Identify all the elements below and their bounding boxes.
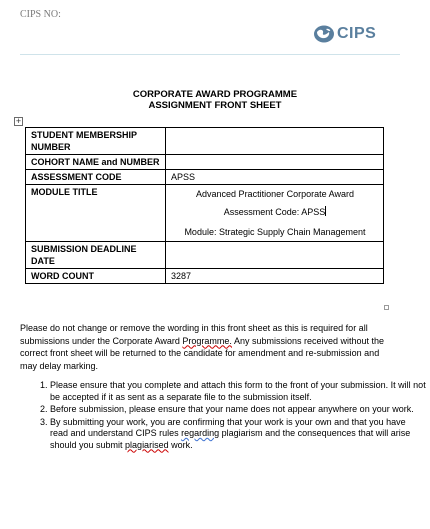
cips-globe-icon [313, 24, 335, 44]
table-row [26, 242, 384, 269]
list-item [50, 417, 426, 452]
module-title-value[interactable] [166, 185, 384, 242]
table-row [26, 170, 384, 185]
logo-wordmark: CIPS [337, 25, 377, 42]
rule3-flag-regarding: regarding [181, 428, 220, 438]
rule3-text-end: work. [168, 439, 193, 450]
membership-number-label: STUDENT MEMBERSHIP NUMBER [26, 128, 166, 155]
module-name-line: Module: Strategic Supply Chain Management [184, 227, 366, 237]
table-resize-handle[interactable] [384, 305, 389, 310]
submission-deadline-value[interactable] [166, 242, 384, 269]
table-row [26, 269, 384, 284]
rule3-flag-plagiarised: plagiarised [125, 439, 169, 450]
module-award-line: Advanced Practitioner Corporate Award [196, 189, 354, 199]
assessment-code-value[interactable]: APSS [166, 170, 384, 185]
table-move-handle-icon[interactable]: + [15, 116, 22, 126]
module-code-line [171, 206, 379, 218]
module-code-text: Assessment Code: APSS [223, 207, 326, 217]
front-sheet-table [25, 127, 384, 284]
notice-flagged-word: Programme. [182, 335, 232, 346]
rule3-text-start: By submitting your work, you are confirming that your work is your own and that you have read and understand CIPS rules [50, 416, 406, 438]
list-item: 2. Before submission, please ensure that your name does not appear anywhere on your work. [50, 404, 426, 416]
rule3-text-mid: plagiarism and the consequences that will arise should you submit [50, 428, 411, 450]
sheet-title: ASSIGNMENT FRONT SHEET [148, 100, 282, 111]
submission-deadline-label: SUBMISSION DEADLINE DATE [26, 242, 166, 269]
cohort-value[interactable] [166, 155, 384, 170]
cips-logo [313, 22, 383, 46]
header-divider [20, 54, 400, 55]
front-sheet-notice [20, 322, 398, 372]
table-row [26, 155, 384, 170]
text-cursor [325, 206, 326, 216]
programme-title: CORPORATE AWARD PROGRAMME [132, 89, 298, 100]
membership-number-value[interactable] [166, 128, 384, 155]
assessment-code-label: ASSESSMENT CODE [26, 170, 166, 185]
word-count-label: WORD COUNT [26, 269, 166, 284]
list-item: 1. Please ensure that you complete and attach this form to the front of your submission. It will not be accepted if it as sent as a separate file to the submission itself. [50, 380, 426, 403]
notice-text-start: Please do not change or remove the wording in this front sheet as this is required for all submissions under the Corporate Award [20, 323, 368, 346]
notice-text-end: Any submissions received without the correct front sheet will be returned to the candidate for amendment and re-submission and may delay marking. [20, 335, 385, 371]
table-row [26, 128, 384, 155]
module-title-label: MODULE TITLE [26, 185, 166, 242]
cips-no-label: CIPS NO: [20, 9, 61, 20]
submission-rules-list [20, 380, 426, 452]
word-count-value[interactable]: 3287 [166, 269, 384, 284]
table-row [26, 185, 384, 242]
cohort-label: COHORT NAME and NUMBER [26, 155, 166, 170]
